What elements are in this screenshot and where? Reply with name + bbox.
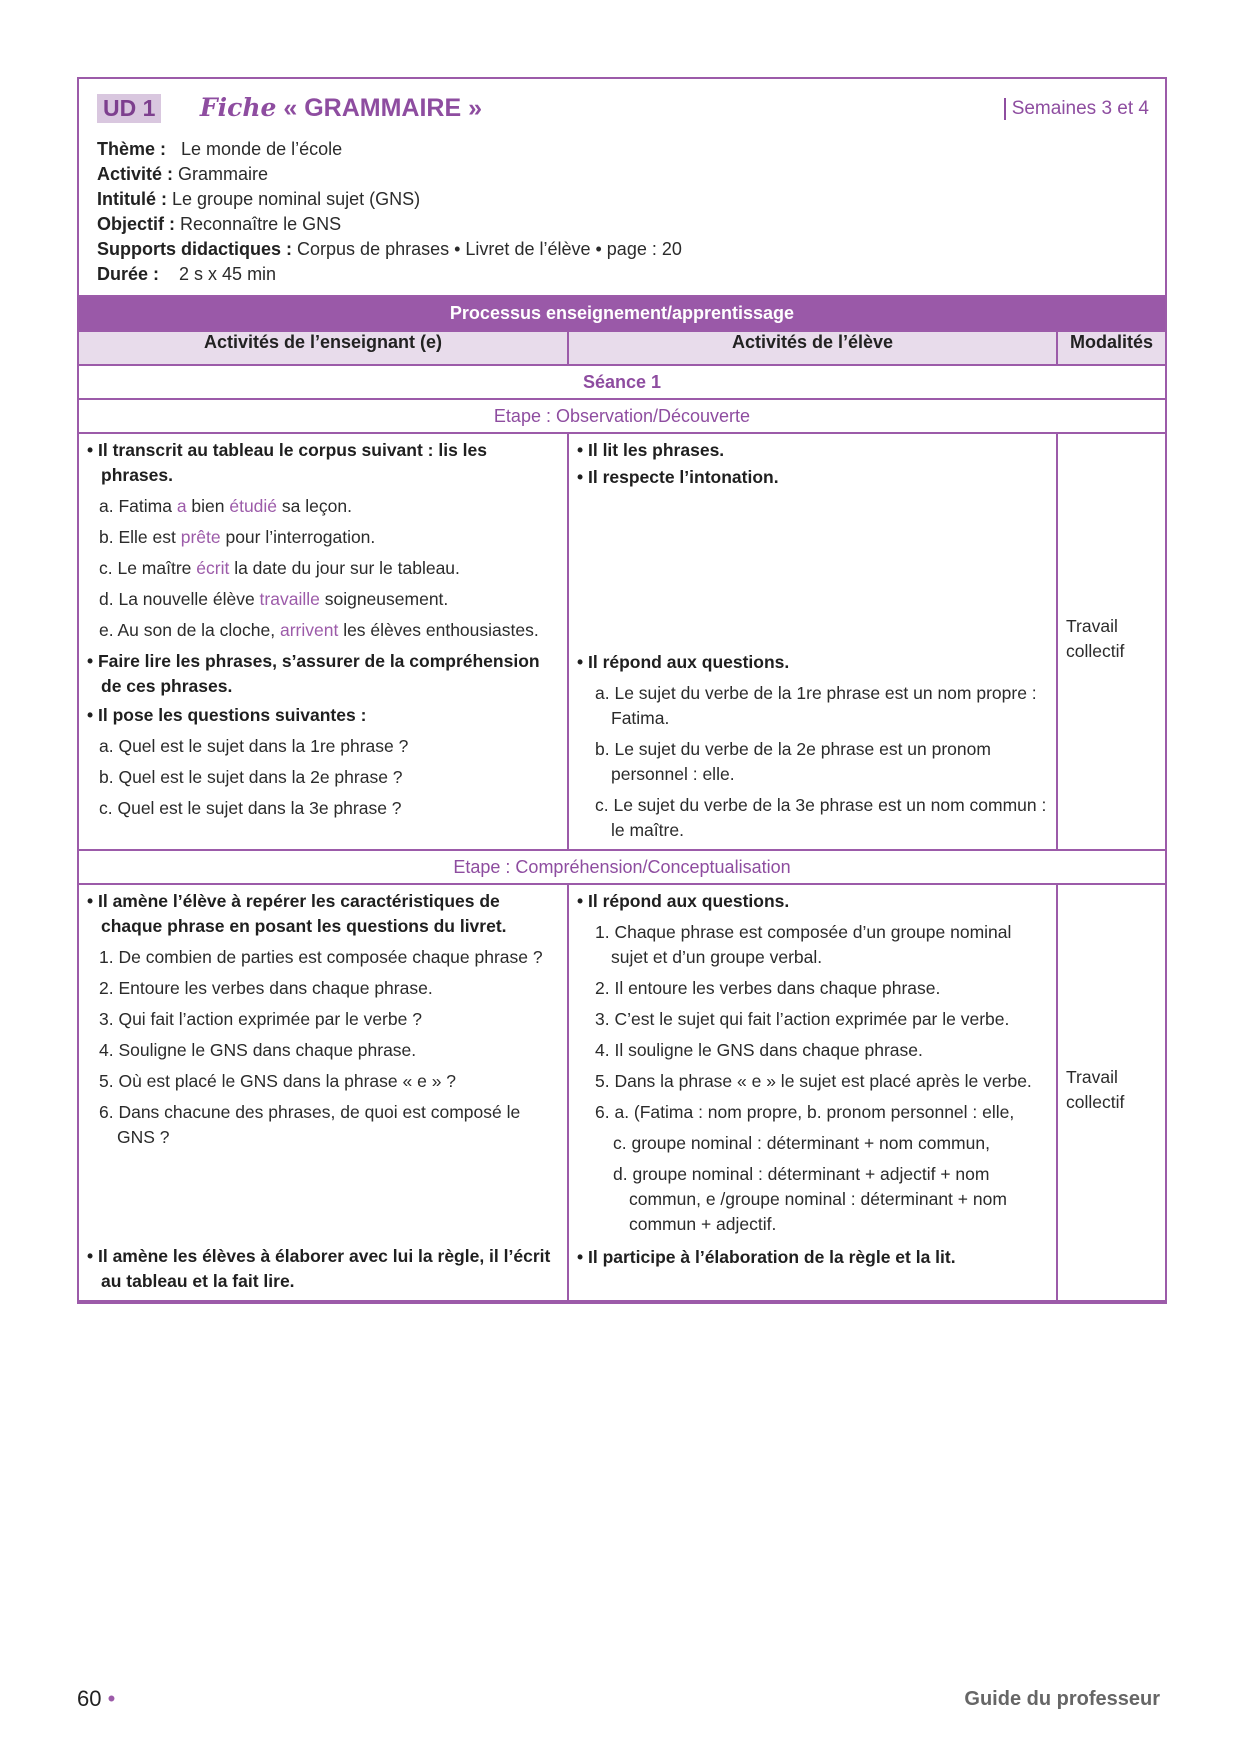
etape2-title: Etape : Compréhension/Conceptualisation xyxy=(79,850,1165,884)
answer: b. Le sujet du verbe de la 2e phrase est un pronom personnel : elle. xyxy=(595,739,991,784)
answer: a. Le sujet du verbe de la 1re phrase est un nom propre : Fatima. xyxy=(595,683,1037,728)
etape1-student xyxy=(568,433,1057,850)
answer: 6. a. (Fatima : nom propre, b. pronom personnel : elle, xyxy=(595,1102,1015,1122)
meta-objective: Objectif : Reconnaître le GNS xyxy=(97,214,342,234)
title-main: « GRAMMAIRE » xyxy=(283,94,483,122)
lesson-sheet xyxy=(77,77,1167,1304)
etape1-teacher xyxy=(79,433,568,850)
mode-label: Travail collectif xyxy=(1066,1067,1125,1112)
sentence: a. Fatima a bien étudié sa leçon. xyxy=(99,496,352,516)
question: 3. Qui fait l’action exprimée par le verbe ? xyxy=(99,1009,422,1029)
seance-title: Séance 1 xyxy=(79,365,1165,399)
teacher-bullet: • Faire lire les phrases, s’assurer de la compréhension de ces phrases. xyxy=(87,651,540,696)
answer: c. groupe nominal : déterminant + nom commun, xyxy=(613,1133,990,1153)
col-mode: Modalités xyxy=(1057,331,1165,365)
answer: 5. Dans la phrase « e » le sujet est placé après le verbe. xyxy=(595,1071,1032,1091)
answer: 3. C’est le sujet qui fait l’action exprimée par le verbe. xyxy=(595,1009,1010,1029)
question: b. Quel est le sujet dans la 2e phrase ? xyxy=(99,767,403,787)
meta-theme: Thème : Le monde de l’école xyxy=(97,139,343,159)
meta-title: Intitulé : Le groupe nominal sujet (GNS) xyxy=(97,189,421,209)
etape2-teacher xyxy=(79,884,568,1301)
sentence: e. Au son de la cloche, arrivent les élèves enthousiastes. xyxy=(99,620,539,640)
unit-badge: UD 1 xyxy=(97,94,161,123)
answer: 4. Il souligne le GNS dans chaque phrase. xyxy=(595,1040,923,1060)
student-bullet: • Il lit les phrases. xyxy=(577,440,725,460)
title-prefix: Fiche xyxy=(199,93,277,122)
weeks-label: Semaines 3 et 4 xyxy=(1004,98,1149,120)
question: 1. De combien de parties est composée chaque phrase ? xyxy=(99,947,543,967)
page-number: 60 • xyxy=(77,1686,116,1711)
sentence: c. Le maître écrit la date du jour sur le tableau. xyxy=(99,558,460,578)
teacher-bullet: • Il transcrit au tableau le corpus suivant : lis les phrases. xyxy=(87,440,488,485)
question: c. Quel est le sujet dans la 3e phrase ? xyxy=(99,798,402,818)
process-title-bar: Processus enseignement/apprentissage xyxy=(79,295,1165,330)
meta-block xyxy=(97,137,1147,287)
activities-table xyxy=(79,330,1165,1302)
mode-label: Travail collectif xyxy=(1066,616,1125,661)
answer: d. groupe nominal : déterminant + adjectif + nom commun, e /groupe nominal : déterminant + nom commun + adjectif. xyxy=(613,1164,1007,1234)
sentence: b. Elle est prête pour l’interrogation. xyxy=(99,527,376,547)
student-bullet: • Il participe à l’élaboration de la règle et la lit. xyxy=(577,1247,956,1267)
question: 5. Où est placé le GNS dans la phrase « e » ? xyxy=(99,1071,457,1091)
meta-activity: Activité : Grammaire xyxy=(97,164,269,184)
teacher-bullet: • Il pose les questions suivantes : xyxy=(87,705,367,725)
footer-guide-label: Guide du professeur xyxy=(964,1688,1160,1710)
answer: 2. Il entoure les verbes dans chaque phrase. xyxy=(595,978,941,998)
student-bullet: • Il répond aux questions. xyxy=(577,891,790,911)
meta-supports: Supports didactiques : Corpus de phrases • Livret de l’élève • page : 20 xyxy=(97,239,682,259)
question: 2. Entoure les verbes dans chaque phrase. xyxy=(99,978,433,998)
etape1-mode xyxy=(1057,433,1165,850)
sheet-title xyxy=(200,93,482,123)
col-student: Activités de l’élève xyxy=(568,331,1057,365)
etape1-title: Etape : Observation/Découverte xyxy=(79,399,1165,433)
student-bullet: • Il répond aux questions. xyxy=(577,652,790,672)
answer: c. Le sujet du verbe de la 3e phrase est un nom commun : le maître. xyxy=(595,795,1047,840)
meta-duration: Durée : 2 s x 45 min xyxy=(97,264,277,284)
question: 6. Dans chacune des phrases, de quoi est composé le GNS ? xyxy=(99,1102,521,1147)
question: 4. Souligne le GNS dans chaque phrase. xyxy=(99,1040,417,1060)
teacher-bullet: • Il amène les élèves à élaborer avec lui la règle, il l’écrit au tableau et la fait lire. xyxy=(87,1246,551,1291)
etape2-mode xyxy=(1057,884,1165,1301)
col-teacher: Activités de l’enseignant (e) xyxy=(79,331,568,365)
question: a. Quel est le sujet dans la 1re phrase ? xyxy=(99,736,409,756)
teacher-bullet: • Il amène l’élève à repérer les caractéristiques de chaque phrase en posant les questions du livret. xyxy=(87,891,507,936)
etape2-student xyxy=(568,884,1057,1301)
answer: 1. Chaque phrase est composée d’un groupe nominal sujet et d’un groupe verbal. xyxy=(595,922,1012,967)
student-bullet: • Il respecte l’intonation. xyxy=(577,467,779,487)
sentence: d. La nouvelle élève travaille soigneusement. xyxy=(99,589,449,609)
sheet-header xyxy=(79,79,1165,295)
